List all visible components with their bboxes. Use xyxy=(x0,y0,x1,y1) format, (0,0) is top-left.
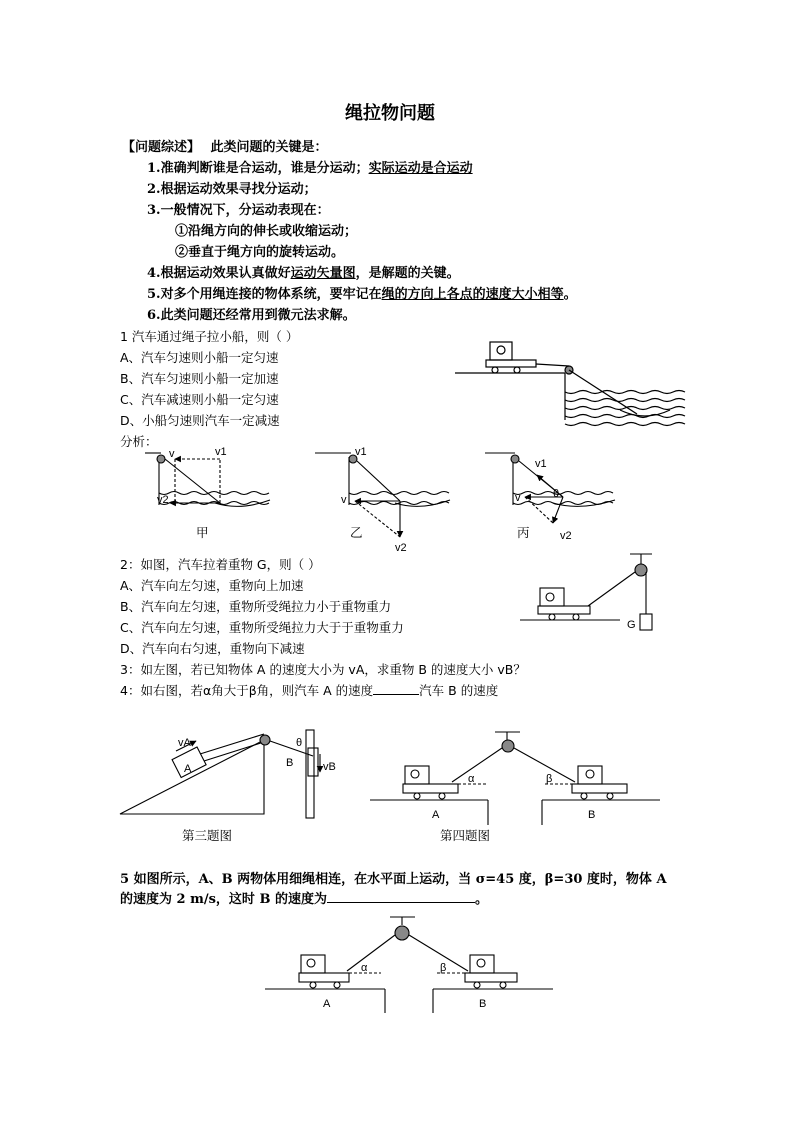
analysis-figure-bing xyxy=(485,445,625,555)
q5-line2-end: 。 xyxy=(474,892,488,907)
overview-point-4-text: 4.根据运动效果认真做好 xyxy=(147,266,291,281)
bing-v2-label: v2 xyxy=(560,530,572,542)
q4-text xyxy=(120,683,498,699)
q1-car-boat-figure xyxy=(455,330,695,430)
overview-lead: 此类问题的关键是： xyxy=(210,140,328,155)
q1-analysis-label: 分析： xyxy=(120,434,158,449)
car-headlight xyxy=(497,346,505,354)
q4-text-after: 汽车 B 的速度 xyxy=(419,683,499,698)
overview-point-3a: ①沿绳方向的伸长或收缩运动； xyxy=(175,224,358,239)
q5-line2 xyxy=(120,892,488,908)
analysis-label-yi: 乙 xyxy=(350,525,363,540)
q2-option-a: A、汽车向左匀速，重物向上加速 xyxy=(120,578,304,593)
yi-v-label: v xyxy=(341,494,347,506)
analysis-label-bing: 丙 xyxy=(517,525,530,540)
third-theta-label: θ xyxy=(296,737,303,749)
q5-answer-blank[interactable] xyxy=(327,902,475,903)
overview-point-4-suffix: ，是解题的关键。 xyxy=(355,266,460,281)
q2-option-b: B、汽车向左匀速，重物所受绳拉力小于重物重力 xyxy=(120,599,392,614)
overview-point-1-text: 1.准确判断谁是合运动，谁是分运动； xyxy=(147,161,369,176)
analysis-label-jia: 甲 xyxy=(196,525,209,540)
third-pulley xyxy=(260,735,270,745)
overview-point-3b: ②垂直于绳方向的旋转运动。 xyxy=(175,245,345,260)
third-vB-label: vB xyxy=(323,761,336,773)
jia-v1-label: v1 xyxy=(215,446,227,458)
q2-option-d: D、汽车向右匀速，重物向下减速 xyxy=(120,641,305,656)
q5-line1: 5 如图所示，A、B 两物体用细绳相连，在水平面上运动，当 σ=45 度，β=30 度时，物体 A xyxy=(120,872,667,887)
overview-point-5 xyxy=(147,287,577,303)
third-B-label: B xyxy=(286,757,294,769)
third-A-label: A xyxy=(184,763,192,775)
q1-option-b: B、汽车匀速则小船一定加速 xyxy=(120,371,279,386)
jia-v2-label: v2 xyxy=(157,494,169,506)
overview-point-6: 6.此类问题还经常用到微元法求解。 xyxy=(147,308,356,323)
q2-pulley xyxy=(635,564,647,576)
q3-text: 3：如左图，若已知物体 A 的速度大小为 vA，求重物 B 的速度大小 vB？ xyxy=(120,662,526,677)
bing-theta-label: θ xyxy=(553,488,560,500)
fourth-alpha-label: α xyxy=(468,773,475,785)
q1-stem: 1 汽车通过绳子拉小船，则（ ） xyxy=(120,329,299,344)
overview-heading xyxy=(122,140,328,156)
fourth-A-label: A xyxy=(432,809,440,821)
overview-point-5-underlined: 绳的方向上各点的速度大小相等 xyxy=(381,287,564,302)
overview-point-4-underlined: 运动矢量图 xyxy=(290,266,356,281)
fourth-figure-caption: 第四题图 xyxy=(440,828,491,843)
page-title: 绳拉物问题 xyxy=(345,103,435,124)
q5-line2-text: 的速度为 2 m/s，这时 B 的速度为 xyxy=(120,892,327,907)
q2-G-label: G xyxy=(627,619,636,631)
q2-option-c: C、汽车向左匀速，重物所受绳拉力大于于重物重力 xyxy=(120,620,404,635)
jia-v-label: v xyxy=(169,448,175,460)
overview-label: 【问题综述】 xyxy=(122,140,201,155)
overview-point-2: 2.根据运动效果寻找分运动； xyxy=(147,182,317,197)
block-B xyxy=(308,748,318,776)
q4-answer-blank[interactable] xyxy=(373,694,419,695)
yi-v1-label: v1 xyxy=(355,446,367,458)
q5-beta-label: β xyxy=(440,962,447,974)
q5-alpha-label: α xyxy=(361,962,368,974)
third-question-figure xyxy=(118,728,338,818)
q2-car-weight-figure xyxy=(520,550,670,640)
third-vA-label: vA xyxy=(178,737,191,749)
overview-point-3: 3.一般情况下，分运动表现在： xyxy=(147,203,330,218)
analysis-figure-yi xyxy=(315,445,455,555)
q2-stem: 2：如图，汽车拉着重物 G，则（ ） xyxy=(120,557,321,572)
overview-point-1-underlined: 实际运动是合运动 xyxy=(368,161,473,176)
q5-B-label: B xyxy=(479,998,487,1010)
q1-option-a: A、汽车匀速则小船一定匀速 xyxy=(120,350,279,365)
fourth-beta-label: β xyxy=(546,773,553,785)
bing-v1-label: v1 xyxy=(535,458,547,470)
q4-text-before: 4：如右图，若α角大于β角，则汽车 A 的速度 xyxy=(120,683,374,698)
q1-option-d: D、小船匀速则汽车一定减速 xyxy=(120,413,280,428)
overview-point-1 xyxy=(147,161,473,177)
q5-A-label: A xyxy=(323,998,331,1010)
bing-v-label: v xyxy=(515,492,521,504)
third-figure-caption: 第三题图 xyxy=(182,828,233,843)
fourth-question-figure xyxy=(370,730,665,825)
q1-option-c: C、汽车减速则小船一定匀速 xyxy=(120,392,279,407)
overview-point-5-text: 5.对多个用绳连接的物体系统，要牢记在 xyxy=(147,287,382,302)
car-chassis xyxy=(486,360,536,367)
overview-point-5-suffix: 。 xyxy=(563,287,577,302)
weight-G xyxy=(640,614,652,630)
yi-v2-label: v2 xyxy=(395,542,407,554)
car-body xyxy=(490,342,512,360)
fourth-B-label: B xyxy=(588,809,596,821)
q5-figure xyxy=(265,915,555,1015)
overview-point-4 xyxy=(147,266,460,282)
analysis-figure-jia xyxy=(145,445,285,525)
